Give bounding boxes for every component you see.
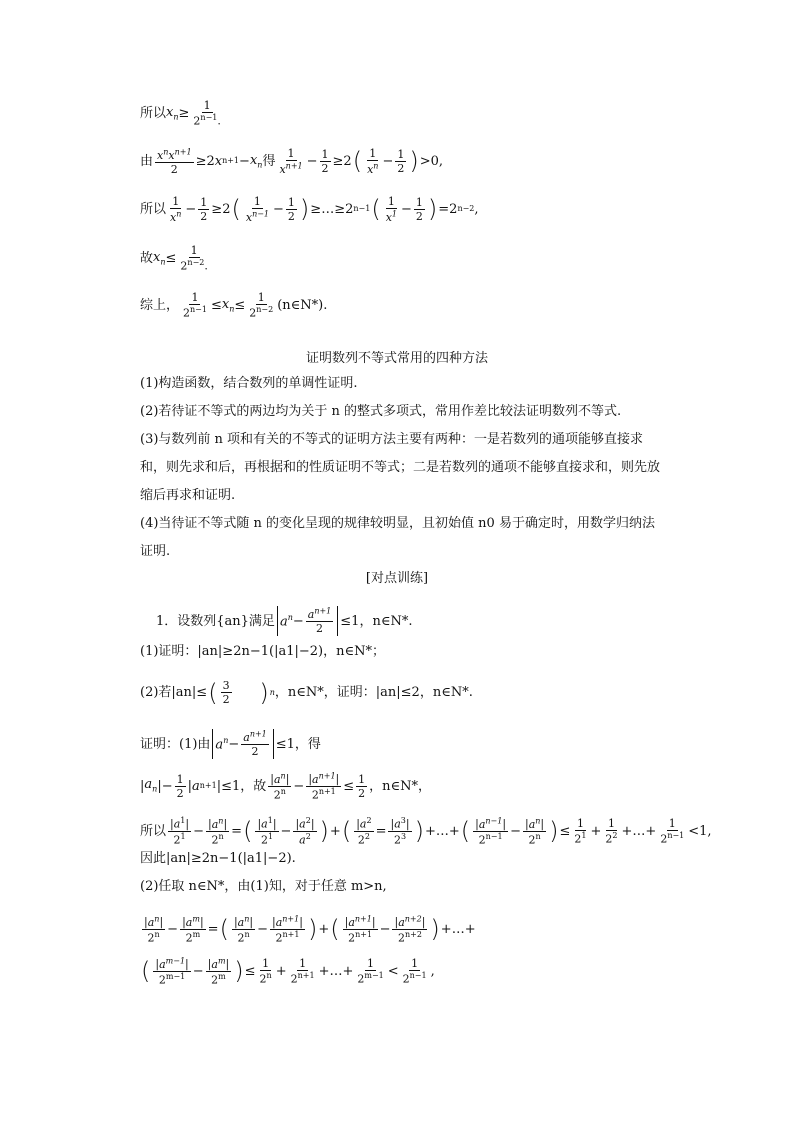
text: 1．设数列{an}满足	[156, 613, 275, 629]
method-item-3-cont2	[140, 489, 235, 502]
text: (n∈N*).	[277, 297, 328, 313]
heading-text: [对点训练]	[365, 571, 429, 586]
formula-line-1: 所以 $x_n$ ≥ $\frac{1}{2^{n-1}.}$	[140, 99, 221, 128]
fraction: $\frac{1}{2^n}$	[259, 956, 272, 986]
proof-line-5	[140, 880, 387, 893]
fraction: $\frac{1}{2^{n-1}}$	[402, 956, 427, 986]
text: ，n∈N*，证明：|an|≤2，n∈N*.	[274, 685, 473, 700]
text: 由	[140, 153, 154, 169]
proof-line-7: ( $\frac{|a^{m-1}|}{2^{m-1}}$ − $\frac{|a^m|}{2^m}$ ) ≤ $\frac{1}{2^n}$ + $\frac{1}{2^{n+1}}$ +…+ $\frac{1}{2^{m-1}}$ < $\frac{1}{2^{n-1}}$ ,	[141, 956, 435, 987]
formula-line-2: 由 $\frac{x^nx^{n+1}}{2}$ ≥2 x n+1 − $x_n$ 得 $\frac{1}{x^{n+1}}$ − $\frac{1}{2}$ ≥2 ( $\frac{1}{x^n}$ − $\frac{1}{2}$ ) >0,	[140, 147, 444, 176]
fraction: $\frac{1}{x^1}$	[385, 195, 397, 224]
fraction: $\frac{|a^n|}{2^n}$	[144, 914, 164, 945]
methods-heading	[0, 352, 794, 365]
formula-line-5: 综上， $\frac{1}{2^{n-1}}$ ≤ $x_n$ ≤ $\frac{1}{2^{n-2}}$ (n∈N*).	[140, 291, 328, 320]
fraction: $\frac{|a^n|}{2^n}$	[208, 816, 228, 847]
proof-line-1: 证明：(1)由 $a^n$ − $\frac{a^{n+1}}{2}$ ≤1，得	[140, 729, 321, 759]
question-1: 1．设数列{an}满足 $a^n$ − $\frac{a^{n+1}}{2}$ ≤1，n∈N*.	[156, 606, 413, 636]
fraction: $\frac{|a^{n+1}|}{2^{n+1}}$	[272, 914, 303, 945]
text: 所以	[140, 105, 167, 121]
method-item-1	[140, 377, 358, 390]
fraction: $\frac{|a^3|}{2^3}$	[390, 816, 410, 847]
fraction: $\frac{1}{2}$	[321, 147, 329, 175]
formula-line-4: 故 $x_n$ ≤ $\frac{1}{2^{n-2}.}$	[140, 244, 208, 273]
proof-line-4	[140, 852, 296, 865]
fraction: $\frac{|a^1|}{2^1}$	[170, 816, 190, 847]
text: (2)若|an|≤	[140, 685, 208, 700]
text: 所以	[140, 201, 167, 217]
method-item-3-cont	[140, 461, 660, 474]
fraction: $\frac{1}{2}$	[415, 195, 423, 223]
text: (1)构造函数，结合数列的单调性证明.	[140, 376, 358, 391]
proof-line-3: 所以 $\frac{|a^1|}{2^1}$ − $\frac{|a^n|}{2^n}$ = ( $\frac{|a^1|}{2^1}$ − $\frac{|a^2|}{a^2}$ ) + ( $\frac{|a^2}{2^2}$ = $\frac{|a^3|}{2^3}$ ) +…+ ( $\frac{|a^{n-1}|}{2^{n-1}}$ − $\frac{|a^n|}{2^n}$ ) ≤ $\frac{1}{2^1}$ + $\frac{1}{2^2}$ +…+ $\frac{1}{2^{n-1}}$ <1,	[140, 816, 712, 847]
fraction: $\frac{1}{2}$	[358, 772, 366, 800]
fraction: $\frac{1}{2^{n-2}.}$	[180, 244, 208, 273]
fraction: $\frac{|a^1|}{2^1}$	[257, 816, 277, 847]
fraction: $\frac{|a^m|}{2^m}$	[207, 956, 230, 987]
fraction: $\frac{1}{2^1}$	[574, 816, 587, 846]
fraction: $\frac{|a^{n+2}|}{2^{n+2}}$	[394, 914, 426, 945]
fraction: $\frac{1}{2^{m-1}}$	[357, 956, 384, 986]
fraction: $\frac{1}{2^{n-2}}$	[249, 291, 274, 320]
text: 因此|an|≥2n−1(|a1|−2).	[140, 851, 296, 866]
method-item-4-cont	[140, 545, 170, 558]
text: 得	[262, 153, 276, 169]
text: 所以	[140, 823, 167, 839]
text: (2)任取 n∈N*，由(1)知，对于任意 m>n,	[140, 879, 387, 894]
question-1-part-2: (2)若|an|≤ ( $\frac{3}{2}$ ) n ，n∈N*，证明：|an|≤2，n∈N*.	[140, 678, 473, 707]
formula-line-3: 所以 $\frac{1}{x^n}$ − $\frac{1}{2}$ ≥2 ( $\frac{1}{x^{n-1}}$ − $\frac{1}{2}$ ) ≥…≥2 n−1 ( $\frac{1}{x^1}$ − $\frac{1}{2}$ ) =2 n−2 ,	[140, 195, 479, 224]
text: (2)若待证不等式的两边均为关于 n 的整式多项式，常用作差比较法证明数列不等式.	[140, 404, 622, 419]
fraction: $\frac{|a^{n+1}|}{2^{n+1}}$	[308, 771, 340, 802]
fraction: $\frac{a^{n+1}}{2}$	[243, 729, 267, 759]
text: 综上，	[140, 297, 180, 313]
fraction: $\frac{1}{2}$	[287, 195, 295, 223]
text: 和，则先求和后，再根据和的性质证明不等式；二是若数列的通项不能够直接求和，则先放	[140, 460, 661, 475]
fraction: $\frac{1}{2^{n-1}}$	[183, 291, 207, 320]
fraction: $\frac{|a^2}{2^2}$	[356, 816, 372, 847]
method-item-4	[140, 517, 655, 530]
fraction: $\frac{1}{2^2}$	[605, 816, 618, 846]
fraction: $\frac{1}{2^{n-1}.}$	[193, 99, 221, 128]
fraction: $\frac{1}{2^{n-1}}$	[660, 816, 685, 846]
fraction: $\frac{1}{x^n}$	[367, 147, 379, 176]
text: (1)证明：|an|≥2n−1(|a1|−2)，n∈N*；	[140, 644, 385, 659]
heading-text: 证明数列不等式常用的四种方法	[305, 351, 488, 366]
fraction: $\frac{1}{2}$	[176, 772, 184, 800]
text: (3)与数列前 n 项和有关的不等式的证明方法主要有两种：一是若数列的通项能够直接求	[140, 432, 644, 447]
fraction: $\frac{|a^2|}{a^2}$	[295, 816, 315, 847]
fraction: $\frac{1}{2}$	[200, 195, 208, 223]
fraction: $\frac{|a^m|}{2^m}$	[182, 914, 204, 945]
fraction: $\frac{1}{2}$	[397, 147, 405, 175]
fraction: $\frac{|a^n|}{2^n}$	[270, 771, 290, 802]
text: ≤1，n∈N*.	[340, 613, 413, 629]
question-1-part-1	[140, 645, 385, 658]
proof-line-2: | $a_n$ |− $\frac{1}{2}$ | a n+1 |≤1，故 $\frac{|a^n|}{2^n}$ − $\frac{|a^{n+1}|}{2^{n+1}}$ ≤ $\frac{1}{2}$ ，n∈N*，	[140, 771, 432, 802]
fraction: $\frac{a^{n+1}}{2}$	[307, 606, 332, 636]
text: ≤1，得	[275, 736, 321, 752]
text: (4)当待证不等式随 n 的变化呈现的规律较明显，且初始值 n0 易于确定时，用数学归纳法	[140, 516, 655, 531]
fraction: $\frac{1}{2^{n+1}}$	[290, 956, 315, 986]
fraction: $\frac{1}{x^n}$	[170, 195, 182, 224]
text: 缩后再求和证明.	[140, 488, 236, 503]
fraction: $\frac{|a^{n+1}|}{2^{n+1}}$	[344, 914, 376, 945]
method-item-3	[140, 433, 643, 446]
training-heading	[0, 572, 794, 585]
fraction: $\frac{1}{x^{n+1}}$	[279, 147, 303, 176]
text: 证明：(1)由	[140, 736, 211, 752]
fraction: $\frac{x^nx^{n+1}}{2}$	[157, 147, 192, 176]
fraction: $\frac{3}{2}$	[222, 679, 230, 706]
fraction: $\frac{|a^n|}{2^n}$	[524, 816, 545, 847]
fraction: $\frac{|a^{n-1}|}{2^{n-1}}$	[475, 816, 507, 847]
text: 故	[140, 250, 154, 266]
text: 证明.	[140, 544, 171, 559]
fraction: $\frac{1}{x^{n-1}}$	[245, 195, 270, 224]
text: ，n∈N*，	[369, 778, 432, 794]
fraction: $\frac{|a^n|}{2^n}$	[233, 914, 254, 945]
proof-line-6: $\frac{|a^n|}{2^n}$ − $\frac{|a^m|}{2^m}$ = ( $\frac{|a^n|}{2^n}$ − $\frac{|a^{n+1}|}{2^{n+1}}$ ) + ( $\frac{|a^{n+1}|}{2^{n+1}}$ − $\frac{|a^{n+2}|}{2^{n+2}}$ ) +…+	[144, 914, 476, 945]
method-item-2	[140, 405, 621, 418]
fraction: $\frac{|a^{m-1}|}{2^{m-1}}$	[155, 956, 189, 987]
